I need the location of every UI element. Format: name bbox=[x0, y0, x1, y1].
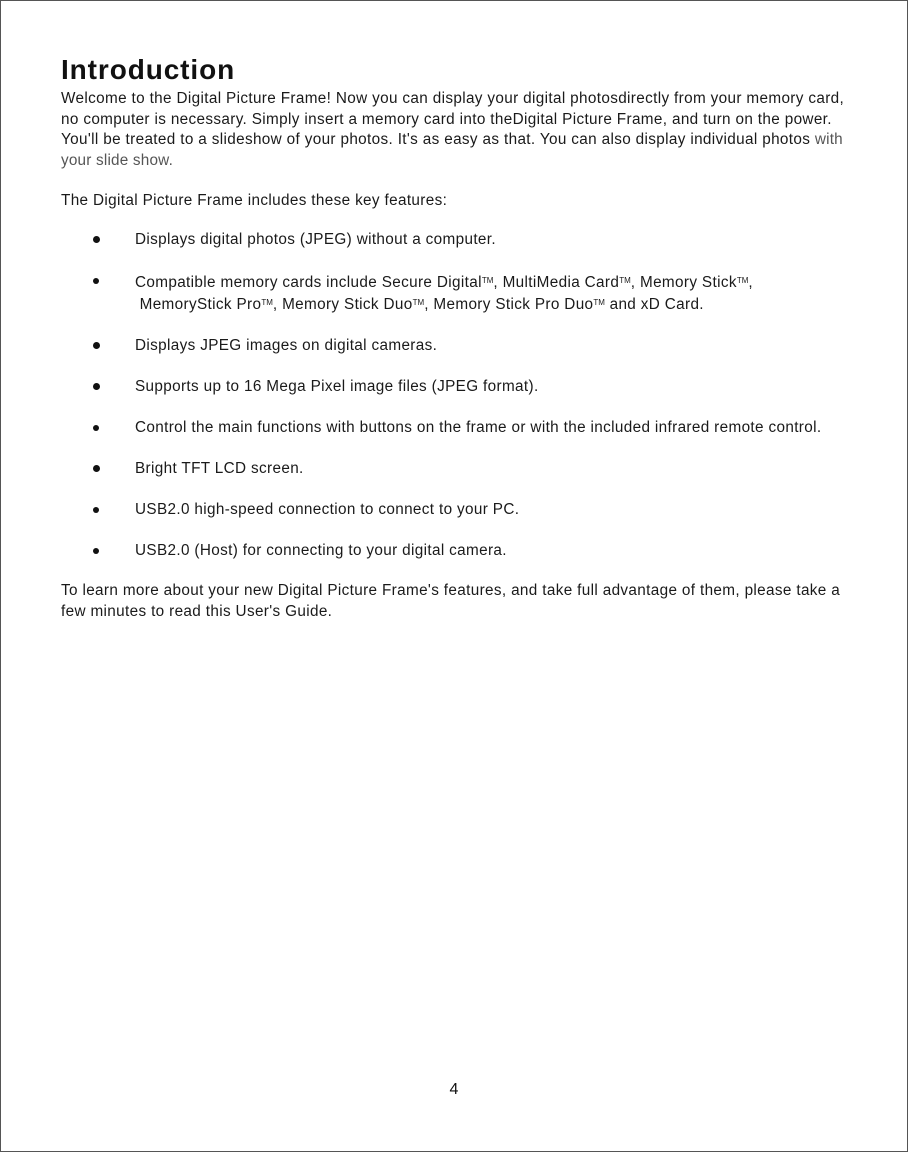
bullet-icon bbox=[93, 548, 99, 554]
feature-text-part: MemoryStick Pro bbox=[139, 296, 262, 313]
list-item bbox=[61, 459, 851, 480]
intro-paragraph-main: Welcome to the Digital Picture Frame! Now you can display your digital photosdirectly from your memory card, no computer is necessary. Simply insert a memory card into theDigital Picture Frame, and turn on the power. You'll be treated to a slideshow of your photos. It's as easy as that. You can also display individual photos bbox=[61, 90, 845, 148]
page-number: 4 bbox=[449, 1081, 459, 1098]
bullet-icon bbox=[93, 236, 100, 243]
feature-text: Displays digital photos (JPEG) without a computer. bbox=[135, 230, 496, 248]
bullet-icon bbox=[93, 342, 100, 349]
list-item bbox=[61, 230, 851, 251]
feature-text: Control the main functions with buttons on the frame or with the included infrared remote control. bbox=[135, 419, 822, 436]
feature-text-part: , MultiMedia Card bbox=[493, 273, 620, 291]
feature-text-part: , Memory Stick Pro Duo bbox=[424, 296, 594, 313]
feature-text: USB2.0 high-speed connection to connect to your PC. bbox=[135, 501, 520, 518]
feature-text: Bright TFT LCD screen. bbox=[135, 460, 304, 477]
feature-text-part: Compatible memory cards include Secure Digital bbox=[135, 273, 482, 291]
list-item bbox=[61, 377, 851, 398]
intro-paragraph-tail: with your slide show. bbox=[61, 131, 843, 169]
feature-text: Supports up to 16 Mega Pixel image files (JPEG format). bbox=[135, 378, 539, 395]
features-intro: The Digital Picture Frame includes these key features: bbox=[61, 192, 448, 209]
feature-text: USB2.0 (Host) for connecting to your digital camera. bbox=[135, 542, 507, 559]
trademark-symbol: TM bbox=[412, 298, 425, 307]
page-content bbox=[61, 53, 851, 622]
feature-list bbox=[61, 230, 851, 562]
trademark-symbol: TM bbox=[481, 275, 494, 285]
bullet-icon bbox=[93, 507, 99, 513]
feature-text: Displays JPEG images on digital cameras. bbox=[135, 337, 438, 354]
list-item bbox=[61, 418, 851, 439]
intro-paragraph bbox=[61, 89, 851, 171]
list-item bbox=[61, 500, 851, 521]
list-item bbox=[61, 336, 851, 357]
list-item bbox=[61, 271, 851, 316]
bullet-icon bbox=[93, 465, 100, 472]
feature-text-part: , Memory Stick bbox=[630, 273, 737, 291]
feature-text-part: , Memory Stick Duo bbox=[272, 296, 413, 313]
page-title: Introduction bbox=[61, 54, 236, 85]
trademark-symbol: TM bbox=[261, 298, 273, 307]
bullet-icon bbox=[93, 383, 100, 390]
closing-paragraph: To learn more about your new Digital Picture Frame's features, and take full advantage of them, please take a few minutes to read this User's Guide. bbox=[61, 582, 841, 620]
bullet-icon bbox=[93, 278, 99, 284]
trademark-symbol: TM bbox=[736, 275, 749, 285]
list-item bbox=[61, 541, 851, 562]
feature-text-part: , bbox=[748, 273, 753, 291]
feature-text-part: and xD Card. bbox=[604, 296, 704, 313]
trademark-symbol: TM bbox=[619, 275, 631, 285]
bullet-icon bbox=[93, 425, 99, 431]
trademark-symbol: TM bbox=[593, 298, 605, 307]
